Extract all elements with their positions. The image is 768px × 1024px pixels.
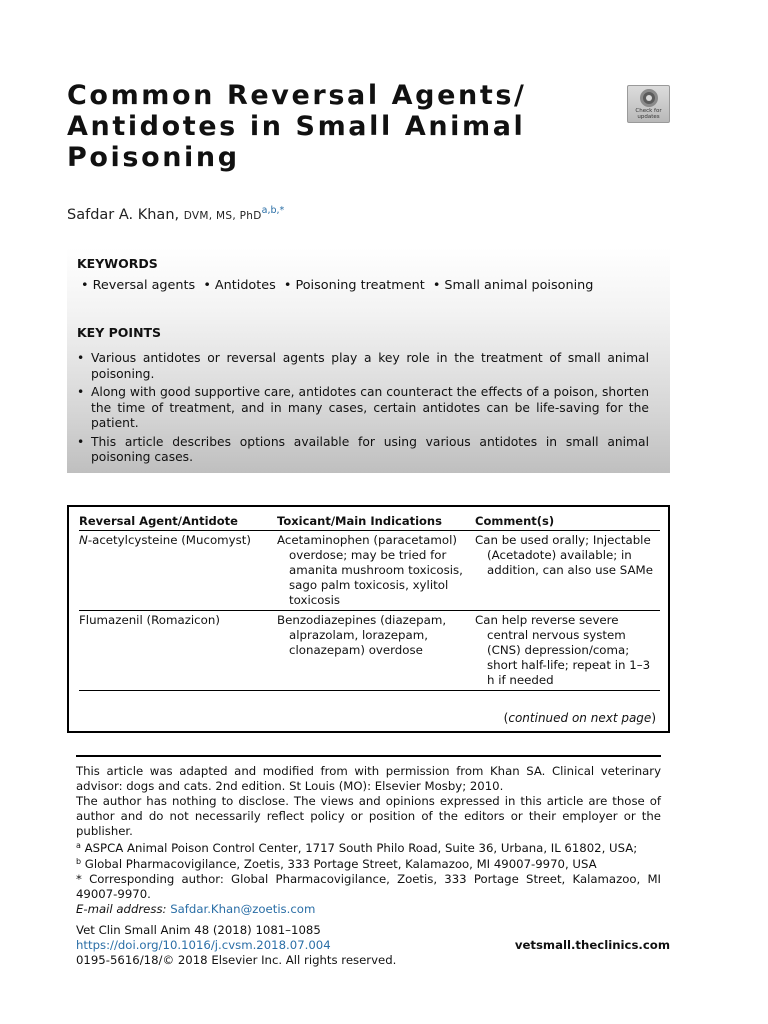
keyword-item: Reversal agents [92, 278, 196, 293]
page-footer [76, 923, 670, 968]
column-header-comments: Comment(s) [475, 514, 555, 528]
badge-label-line-1: Check for [635, 108, 662, 114]
keyword-item: Poisoning treatment [295, 278, 425, 293]
table-header-row [79, 514, 660, 531]
copyright-line: 0195-5616/18/© 2018 Elsevier Inc. All rights reserved. [76, 953, 397, 967]
email-line [76, 902, 661, 917]
badge-label [635, 108, 661, 120]
affiliation-b-mark: b [76, 857, 82, 867]
cell-agent [79, 533, 277, 608]
email-link[interactable]: Safdar.Khan@zoetis.com [170, 902, 316, 917]
cell-comments: Can be used orally; Injectable (Acetadote) available; in addition, can also use SAMe [475, 533, 653, 577]
affiliation-a-mark: a [76, 840, 81, 850]
cell-indications: Benzodiazepines (diazepam, alprazolam, lorazepam, clonazepam) overdose [277, 613, 447, 657]
continued-text: continued on next page [508, 711, 652, 725]
keywords-list: • Reversal agents • Antidotes • Poisoning treatment • Small animal poisoning [81, 278, 594, 293]
keywords-heading: KEYWORDS [77, 256, 158, 271]
cell-comments: Can help reverse severe central nervous system (CNS) depression/coma; short half-life; repeat in 1–3 h if needed [475, 613, 651, 687]
author-degrees: DVM, MS, PhD [183, 210, 262, 222]
antidote-table [67, 505, 670, 733]
agent-name: -acetylcysteine (Mucomyst) [87, 533, 252, 547]
column-header-agent: Reversal Agent/Antidote [79, 514, 238, 528]
key-points-list [77, 351, 649, 469]
journal-citation: Vet Clin Small Anim 48 (2018) 1081–1085 [76, 923, 321, 937]
key-point-item: • Along with good supportive care, antidotes can counteract the effects of a poison, shorten the time of treatment, and in many cases, certain antidotes can be life-saving for the patient. [77, 385, 649, 432]
footnote-divider [76, 755, 661, 757]
check-for-updates-icon[interactable] [627, 85, 670, 123]
title-line-3: Poisoning [67, 142, 240, 173]
table-body [79, 514, 660, 691]
author-affiliation-marks[interactable]: a,b,* [261, 205, 285, 216]
email-label: E-mail address: [76, 902, 167, 917]
agent-italic-prefix: N [79, 533, 88, 547]
key-point-item: • Various antidotes or reversal agents play a key role in the treatment of small animal poisoning. [77, 351, 649, 382]
article-title [67, 80, 587, 173]
journal-site-link[interactable]: vetsmall.theclinics.com [514, 938, 670, 952]
continued-note [504, 711, 656, 725]
title-line-2: Antidotes in Small Animal [67, 111, 526, 142]
adaptation-note: This article was adapted and modified from with permission from Khan SA. Clinical veterinary advisor: dogs and cats. 2nd edition. St Louis (MO): Elsevier Mosby; 2010. [76, 764, 661, 793]
affiliation-b-text: Global Pharmacovigilance, Zoetis, 333 Portage Street, Kalamazoo, MI 49007-9970, USA [84, 857, 597, 872]
table-row [79, 611, 660, 691]
cell-indications: Acetaminophen (paracetamol) overdose; may be tried for amanita mushroom toxicosis, sago palm toxicosis, xylitol toxicosis [277, 533, 463, 607]
author-name: Safdar A. Khan, [67, 207, 180, 223]
author-line [67, 205, 284, 223]
table-row [79, 531, 660, 611]
key-point-item: • This article describes options available for using various antidotes in small animal poisoning cases. [77, 435, 649, 466]
column-header-indications: Toxicant/Main Indications [277, 514, 442, 528]
badge-label-line-2: updates [637, 114, 660, 120]
corresponding-author: * Corresponding author: Global Pharmacovigilance, Zoetis, 333 Portage Street, Kalamazoo, MI 49007-9970. [76, 872, 661, 902]
badge-ring-icon [640, 89, 658, 107]
cell-agent [79, 613, 277, 688]
doi-link[interactable]: https://doi.org/10.1016/j.cvsm.2018.07.004 [76, 938, 331, 952]
affiliation-a-text: ASPCA Animal Poison Control Center, 1717 South Philo Road, Suite 36, Urbana, IL 61802, USA; [84, 840, 638, 855]
footnotes [76, 764, 661, 917]
keyword-item: Antidotes [214, 278, 276, 293]
affiliation-b [76, 855, 661, 872]
keywords-keypoints-box [67, 248, 670, 473]
agent-name: Flumazenil (Romazicon) [79, 613, 220, 627]
affiliation-a [76, 839, 661, 856]
disclosure-note: The author has nothing to disclose. The views and opinions expressed in this article are those of author and do not necessarily reflect policy or position of the editors or their employer or the publisher. [76, 793, 661, 838]
continued-open: ( [503, 711, 509, 725]
continued-close: ) [651, 711, 656, 725]
keyword-item: Small animal poisoning [444, 278, 594, 293]
title-line-1: Common Reversal Agents/ [67, 80, 527, 111]
key-points-heading: KEY POINTS [77, 325, 162, 340]
